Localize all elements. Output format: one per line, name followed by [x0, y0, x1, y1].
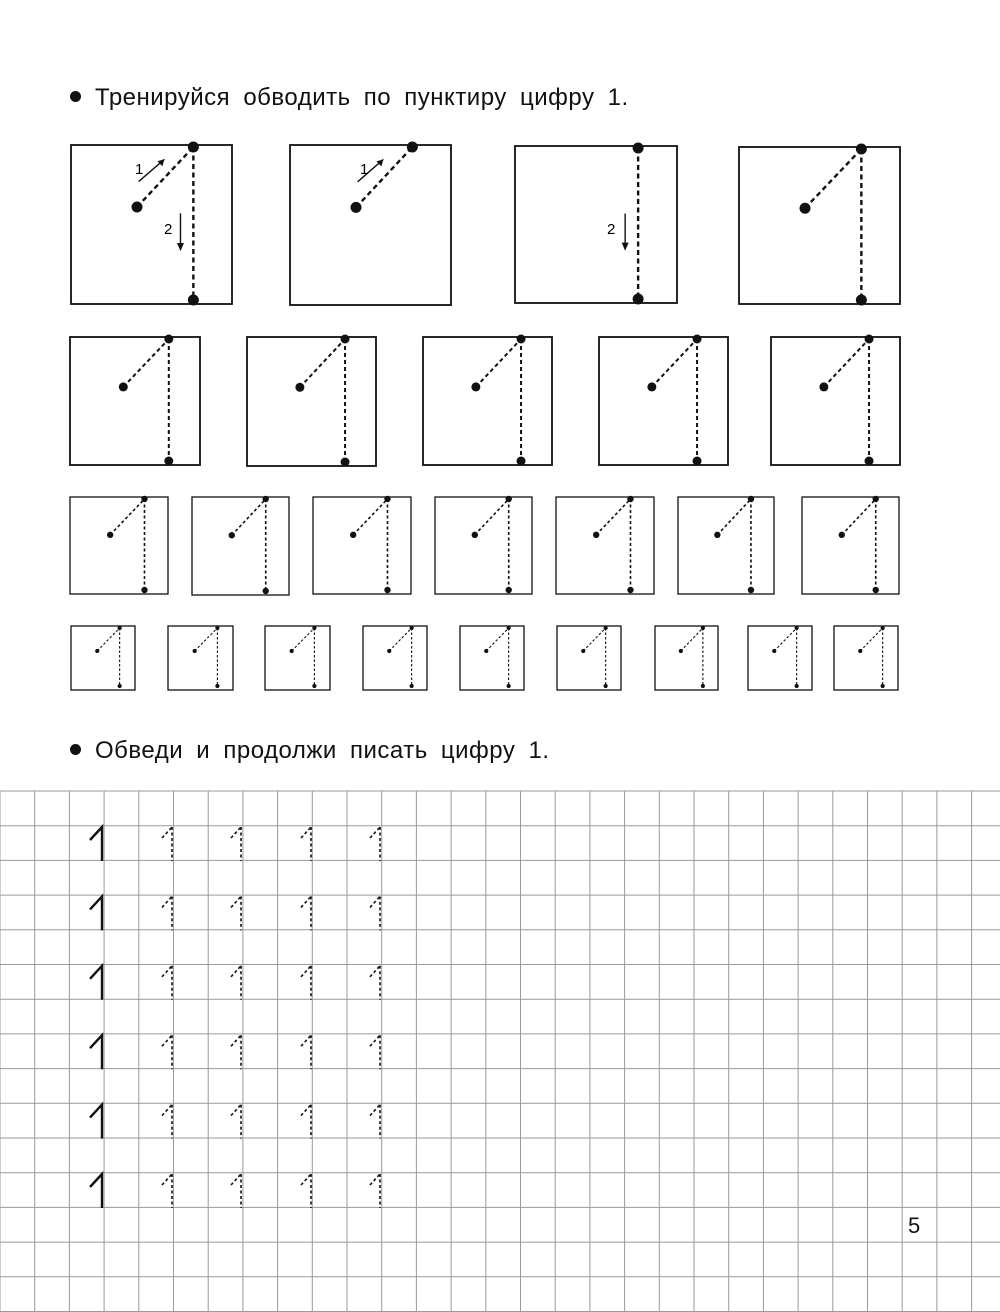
tracing-box-frame — [678, 497, 774, 594]
end-dot — [881, 684, 885, 688]
digit-one-dashed-diagonal — [370, 1174, 380, 1185]
digit-one-dashed — [301, 896, 311, 930]
tracing-box-frame — [192, 497, 289, 595]
start-dot — [647, 382, 656, 391]
digit-one-solid-stroke — [90, 966, 102, 1000]
start-dot — [581, 649, 585, 653]
digit-one-dashed-diagonal — [162, 966, 172, 977]
dashed-diagonal-stroke — [389, 628, 411, 651]
digit-one-dashed-diagonal — [301, 896, 311, 907]
dashed-diagonal-stroke — [195, 628, 218, 651]
digit-one-dashed-diagonal — [301, 966, 311, 977]
tracing-boxes — [70, 142, 900, 691]
digit-one-dashed-diagonal — [231, 827, 241, 838]
digit-one-example — [90, 1035, 102, 1069]
digit-one-dashed-diagonal — [231, 966, 241, 977]
dashed-diagonal-stroke — [596, 499, 630, 535]
digit-one-dashed — [370, 1174, 380, 1208]
digit-one-dashed — [162, 966, 172, 1000]
tracing-box-frame — [748, 626, 812, 690]
digit-one-dashed — [370, 1105, 380, 1139]
tracing-box — [655, 626, 718, 690]
top-dot — [748, 496, 754, 502]
dashed-diagonal-stroke — [110, 499, 144, 535]
tracing-box-frame — [460, 626, 524, 690]
tracing-box-frame — [599, 337, 728, 465]
digit-one-dashed-diagonal — [162, 896, 172, 907]
digit-one-dashed-diagonal — [301, 1174, 311, 1185]
tracing-box-frame — [265, 626, 330, 690]
tracing-box-frame — [515, 146, 677, 303]
start-dot — [839, 532, 845, 538]
dashed-diagonal-stroke — [824, 339, 869, 387]
digit-one-dashed-diagonal — [231, 1174, 241, 1185]
digit-one-dashed — [231, 1035, 241, 1069]
tracing-box-frame — [363, 626, 427, 690]
end-dot — [865, 457, 874, 466]
digit-one-dashed — [301, 827, 311, 861]
top-dot — [856, 144, 867, 155]
end-dot — [795, 684, 799, 688]
digit-one-dashed — [162, 896, 172, 930]
tracing-box — [557, 626, 621, 690]
tracing-box-frame — [556, 497, 654, 594]
digit-one-dashed-diagonal — [370, 1035, 380, 1046]
tracing-box — [678, 496, 774, 594]
digit-one-solid-stroke — [90, 1105, 102, 1139]
start-dot — [679, 649, 683, 653]
arrowhead-icon — [177, 243, 184, 251]
end-dot — [873, 587, 879, 593]
top-dot — [633, 143, 644, 154]
top-dot — [627, 496, 633, 502]
end-dot — [263, 588, 269, 594]
top-dot — [384, 496, 390, 502]
start-dot — [858, 649, 862, 653]
tracing-box — [460, 626, 524, 690]
tracing-box — [834, 626, 898, 690]
end-dot — [604, 684, 608, 688]
top-dot — [517, 335, 526, 344]
tracing-box — [290, 142, 451, 306]
end-dot — [856, 295, 867, 306]
tracing-box-frame — [423, 337, 552, 465]
start-dot — [593, 532, 599, 538]
digit-one-dashed — [162, 1174, 172, 1208]
tracing-box — [771, 335, 900, 466]
digit-one-dashed-diagonal — [301, 827, 311, 838]
start-dot — [472, 532, 478, 538]
end-dot — [627, 587, 633, 593]
end-dot — [517, 457, 526, 466]
end-dot — [506, 587, 512, 593]
digit-one-example — [90, 827, 102, 861]
digit-one-dashed — [370, 966, 380, 1000]
tracing-box — [739, 144, 900, 306]
tracing-box — [599, 335, 728, 466]
dashed-diagonal-stroke — [583, 628, 605, 651]
top-dot — [410, 626, 414, 630]
tracing-box-frame — [168, 626, 233, 690]
top-dot — [141, 496, 147, 502]
digit-one-dashed — [231, 1105, 241, 1139]
digit-one-dashed-diagonal — [231, 896, 241, 907]
digit-one-dashed — [231, 896, 241, 930]
top-dot — [312, 626, 316, 630]
digit-one-dashed — [301, 966, 311, 1000]
start-dot — [193, 649, 197, 653]
dashed-diagonal-stroke — [805, 149, 861, 208]
tracing-box — [71, 142, 232, 306]
digit-one-dashed-diagonal — [162, 1174, 172, 1185]
tracing-box — [70, 496, 168, 594]
digit-one-solid-stroke — [90, 896, 102, 930]
dashed-diagonal-stroke — [475, 499, 509, 535]
top-dot — [188, 142, 199, 153]
start-dot — [350, 532, 356, 538]
end-dot — [164, 457, 173, 466]
digit-one-dashed — [370, 1035, 380, 1069]
end-dot — [188, 295, 199, 306]
end-dot — [410, 684, 414, 688]
tracing-box-frame — [834, 626, 898, 690]
end-dot — [633, 294, 644, 305]
digit-one-dashed-diagonal — [370, 1105, 380, 1116]
writing-examples — [90, 827, 380, 1208]
top-dot — [215, 626, 219, 630]
top-dot — [506, 496, 512, 502]
digit-one-example — [90, 1174, 102, 1208]
tracing-box-frame — [557, 626, 621, 690]
dashed-diagonal-stroke — [681, 628, 703, 651]
tracing-box-frame — [655, 626, 718, 690]
digit-one-example — [90, 896, 102, 930]
top-dot — [693, 335, 702, 344]
digit-one-example — [90, 1105, 102, 1139]
start-dot — [772, 649, 776, 653]
digit-one-dashed — [370, 827, 380, 861]
start-dot — [484, 649, 488, 653]
start-dot — [351, 202, 362, 213]
digit-one-dashed-diagonal — [370, 827, 380, 838]
tracing-box — [748, 626, 812, 690]
start-dot — [800, 203, 811, 214]
dashed-diagonal-stroke — [717, 499, 751, 535]
tracing-box-frame — [247, 337, 376, 466]
tracing-box-frame — [71, 145, 232, 304]
digit-one-dashed — [231, 966, 241, 1000]
dashed-diagonal-stroke — [292, 628, 315, 651]
tracing-box-frame — [70, 337, 200, 465]
top-dot — [341, 335, 350, 344]
tracing-box — [168, 626, 233, 690]
end-dot — [507, 684, 511, 688]
dashed-diagonal-stroke — [486, 628, 508, 651]
digit-one-dashed-diagonal — [301, 1035, 311, 1046]
dashed-diagonal-stroke — [774, 628, 796, 651]
end-dot — [693, 457, 702, 466]
tracing-box — [192, 496, 289, 595]
tracing-box-frame — [802, 497, 899, 594]
top-dot — [263, 496, 269, 502]
digit-one-dashed-diagonal — [301, 1105, 311, 1116]
top-dot — [873, 496, 879, 502]
end-dot — [384, 587, 390, 593]
top-dot — [407, 142, 418, 153]
dashed-diagonal-stroke — [97, 628, 119, 651]
writing-grid — [0, 791, 1000, 1312]
digit-one-dashed — [301, 1174, 311, 1208]
digit-one-dashed-diagonal — [370, 966, 380, 977]
tracing-box-frame — [771, 337, 900, 465]
tracing-box — [265, 626, 330, 690]
arrowhead-icon — [622, 243, 629, 251]
dashed-diagonal-stroke — [860, 628, 882, 651]
start-dot — [95, 649, 99, 653]
dashed-diagonal-stroke — [300, 339, 345, 387]
end-dot — [141, 587, 147, 593]
tracing-box — [515, 143, 677, 305]
digit-one-solid-stroke — [90, 1035, 102, 1069]
top-dot — [118, 626, 122, 630]
digit-one-solid-stroke — [90, 1174, 102, 1208]
start-dot — [471, 382, 480, 391]
start-dot — [295, 383, 304, 392]
digit-one-dashed-diagonal — [231, 1035, 241, 1046]
digit-one-solid-stroke — [90, 827, 102, 861]
digit-one-dashed — [162, 827, 172, 861]
start-dot — [107, 532, 113, 538]
top-dot — [881, 626, 885, 630]
top-dot — [795, 626, 799, 630]
digit-one-dashed — [301, 1035, 311, 1069]
digit-one-dashed-diagonal — [162, 1035, 172, 1046]
digit-one-dashed — [231, 827, 241, 861]
stroke-number-1-box1: 1 — [135, 161, 144, 178]
start-dot — [119, 382, 128, 391]
dashed-diagonal-stroke — [652, 339, 697, 387]
tracing-box — [363, 626, 427, 690]
start-dot — [290, 649, 294, 653]
digit-one-dashed — [301, 1105, 311, 1139]
tracing-box — [556, 496, 654, 594]
tracing-box-frame — [290, 145, 451, 305]
end-dot — [341, 458, 350, 467]
digit-one-dashed-diagonal — [162, 1105, 172, 1116]
digit-one-dashed-diagonal — [162, 827, 172, 838]
digit-one-dashed-diagonal — [231, 1105, 241, 1116]
dashed-diagonal-stroke — [476, 339, 521, 387]
instruction-trace-text: Тренируйся обводить по пунктиру цифру 1. — [95, 84, 629, 111]
tracing-box-frame — [70, 497, 168, 594]
top-dot — [164, 335, 173, 344]
top-dot — [604, 626, 608, 630]
end-dot — [701, 684, 705, 688]
start-dot — [819, 382, 828, 391]
end-dot — [118, 684, 122, 688]
dashed-diagonal-stroke — [353, 499, 387, 535]
tracing-box — [313, 496, 411, 594]
stroke-number-2-box1: 2 — [164, 221, 173, 238]
tracing-box-frame — [435, 497, 532, 594]
end-dot — [312, 684, 316, 688]
end-dot — [748, 587, 754, 593]
digit-one-dashed-diagonal — [370, 896, 380, 907]
digit-one-example — [90, 966, 102, 1000]
tracing-box — [802, 496, 899, 594]
start-dot — [132, 202, 143, 213]
tracing-box-frame — [71, 626, 135, 690]
start-dot — [229, 532, 235, 538]
top-dot — [865, 335, 874, 344]
page-number: 5 — [908, 1213, 921, 1238]
tracing-box-frame — [739, 147, 900, 304]
stroke-number-2-box3: 2 — [607, 221, 616, 238]
dashed-diagonal-stroke — [842, 499, 876, 535]
dashed-diagonal-stroke — [137, 147, 193, 207]
top-dot — [701, 626, 705, 630]
tracing-box — [435, 496, 532, 594]
digit-one-dashed — [162, 1035, 172, 1069]
start-dot — [387, 649, 391, 653]
stroke-number-1-box2: 1 — [360, 161, 369, 178]
dashed-diagonal-stroke — [123, 339, 169, 387]
start-dot — [714, 532, 720, 538]
dashed-diagonal-stroke — [232, 499, 266, 535]
end-dot — [215, 684, 219, 688]
top-dot — [507, 626, 511, 630]
digit-one-dashed — [162, 1105, 172, 1139]
tracing-box-frame — [313, 497, 411, 594]
instruction-write-text: Обведи и продолжи писать цифру 1. — [95, 737, 550, 764]
digit-one-dashed — [231, 1174, 241, 1208]
tracing-box — [423, 335, 552, 466]
digit-one-dashed — [370, 896, 380, 930]
tracing-box — [71, 626, 135, 690]
tracing-box — [247, 335, 376, 467]
tracing-box — [70, 335, 200, 466]
